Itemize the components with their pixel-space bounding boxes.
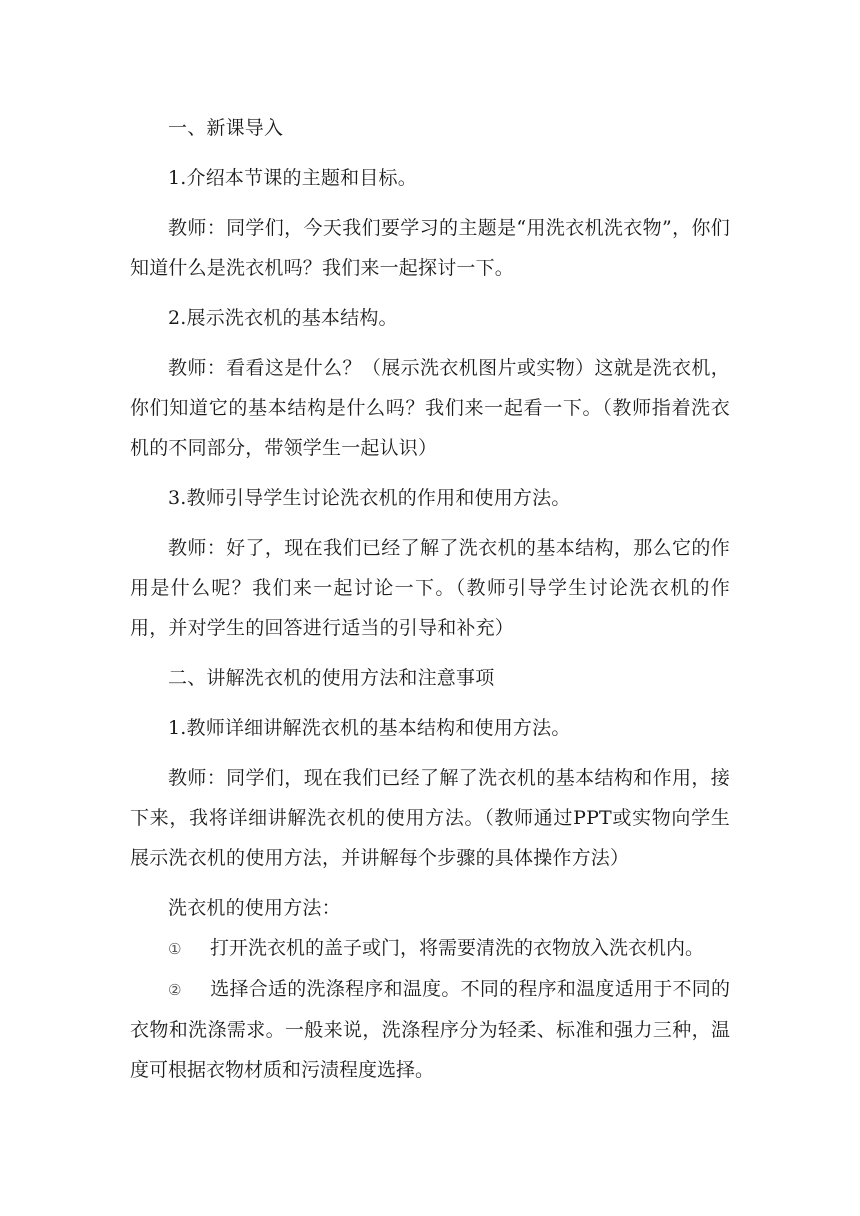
list-marker: ② [168,981,182,999]
list-item [130,928,730,969]
teacher-dialogue-2: 教师：看看这是什么？（展示洗衣机图片或实物）这就是洗衣机，你们知道它的基本结构是什么吗？我们来一起看一下。（教师指着洗衣机的不同部分，带领学生一起认识） [130,357,730,459]
numbered-point-4: 1.教师详细讲解洗衣机的基本结构和使用方法。 [168,717,571,739]
list-item-text: 打开洗衣机的盖子或门，将需要清洗的衣物放入洗衣机内。 [210,937,705,959]
section-heading-1: 一、新课导入 [168,117,284,139]
numbered-point-2: 2.展示洗衣机的基本结构。 [168,307,398,329]
teacher-dialogue-1: 教师：同学们，今天我们要学习的主题是“用洗衣机洗衣物”，你们知道什么是洗衣机吗？我们来一起探讨一下。 [130,217,730,279]
section-heading-2: 二、讲解洗衣机的使用方法和注意事项 [168,667,495,689]
teacher-dialogue-4: 教师：同学们，现在我们已经了解了洗衣机的基本结构和作用，接下来，我将详细讲解洗衣机的使用方法。（教师通过PPT或实物向学生展示洗衣机的使用方法，并讲解每个步骤的具体操作方法） [130,767,730,869]
list-item-text: 选择合适的洗涤程序和温度。不同的程序和温度适用于不同的衣物和洗涤需求。一般来说，洗涤程序分为轻柔、标准和强力三种，温度可根据衣物材质和污渍程度选择。 [130,978,730,1081]
numbered-point-3: 3.教师引导学生讨论洗衣机的作用和使用方法。 [168,487,571,509]
list-marker: ① [168,940,182,958]
numbered-point-1: 1.介绍本节课的主题和目标。 [168,167,417,189]
teacher-dialogue-3: 教师：好了，现在我们已经了解了洗衣机的基本结构，那么它的作用是什么呢？我们来一起讨论一下。（教师引导学生讨论洗衣机的作用，并对学生的回答进行适当的引导和补充） [130,537,730,639]
document-page [130,108,730,1090]
list-item [130,969,730,1090]
usage-heading: 洗衣机的使用方法： [168,897,341,919]
